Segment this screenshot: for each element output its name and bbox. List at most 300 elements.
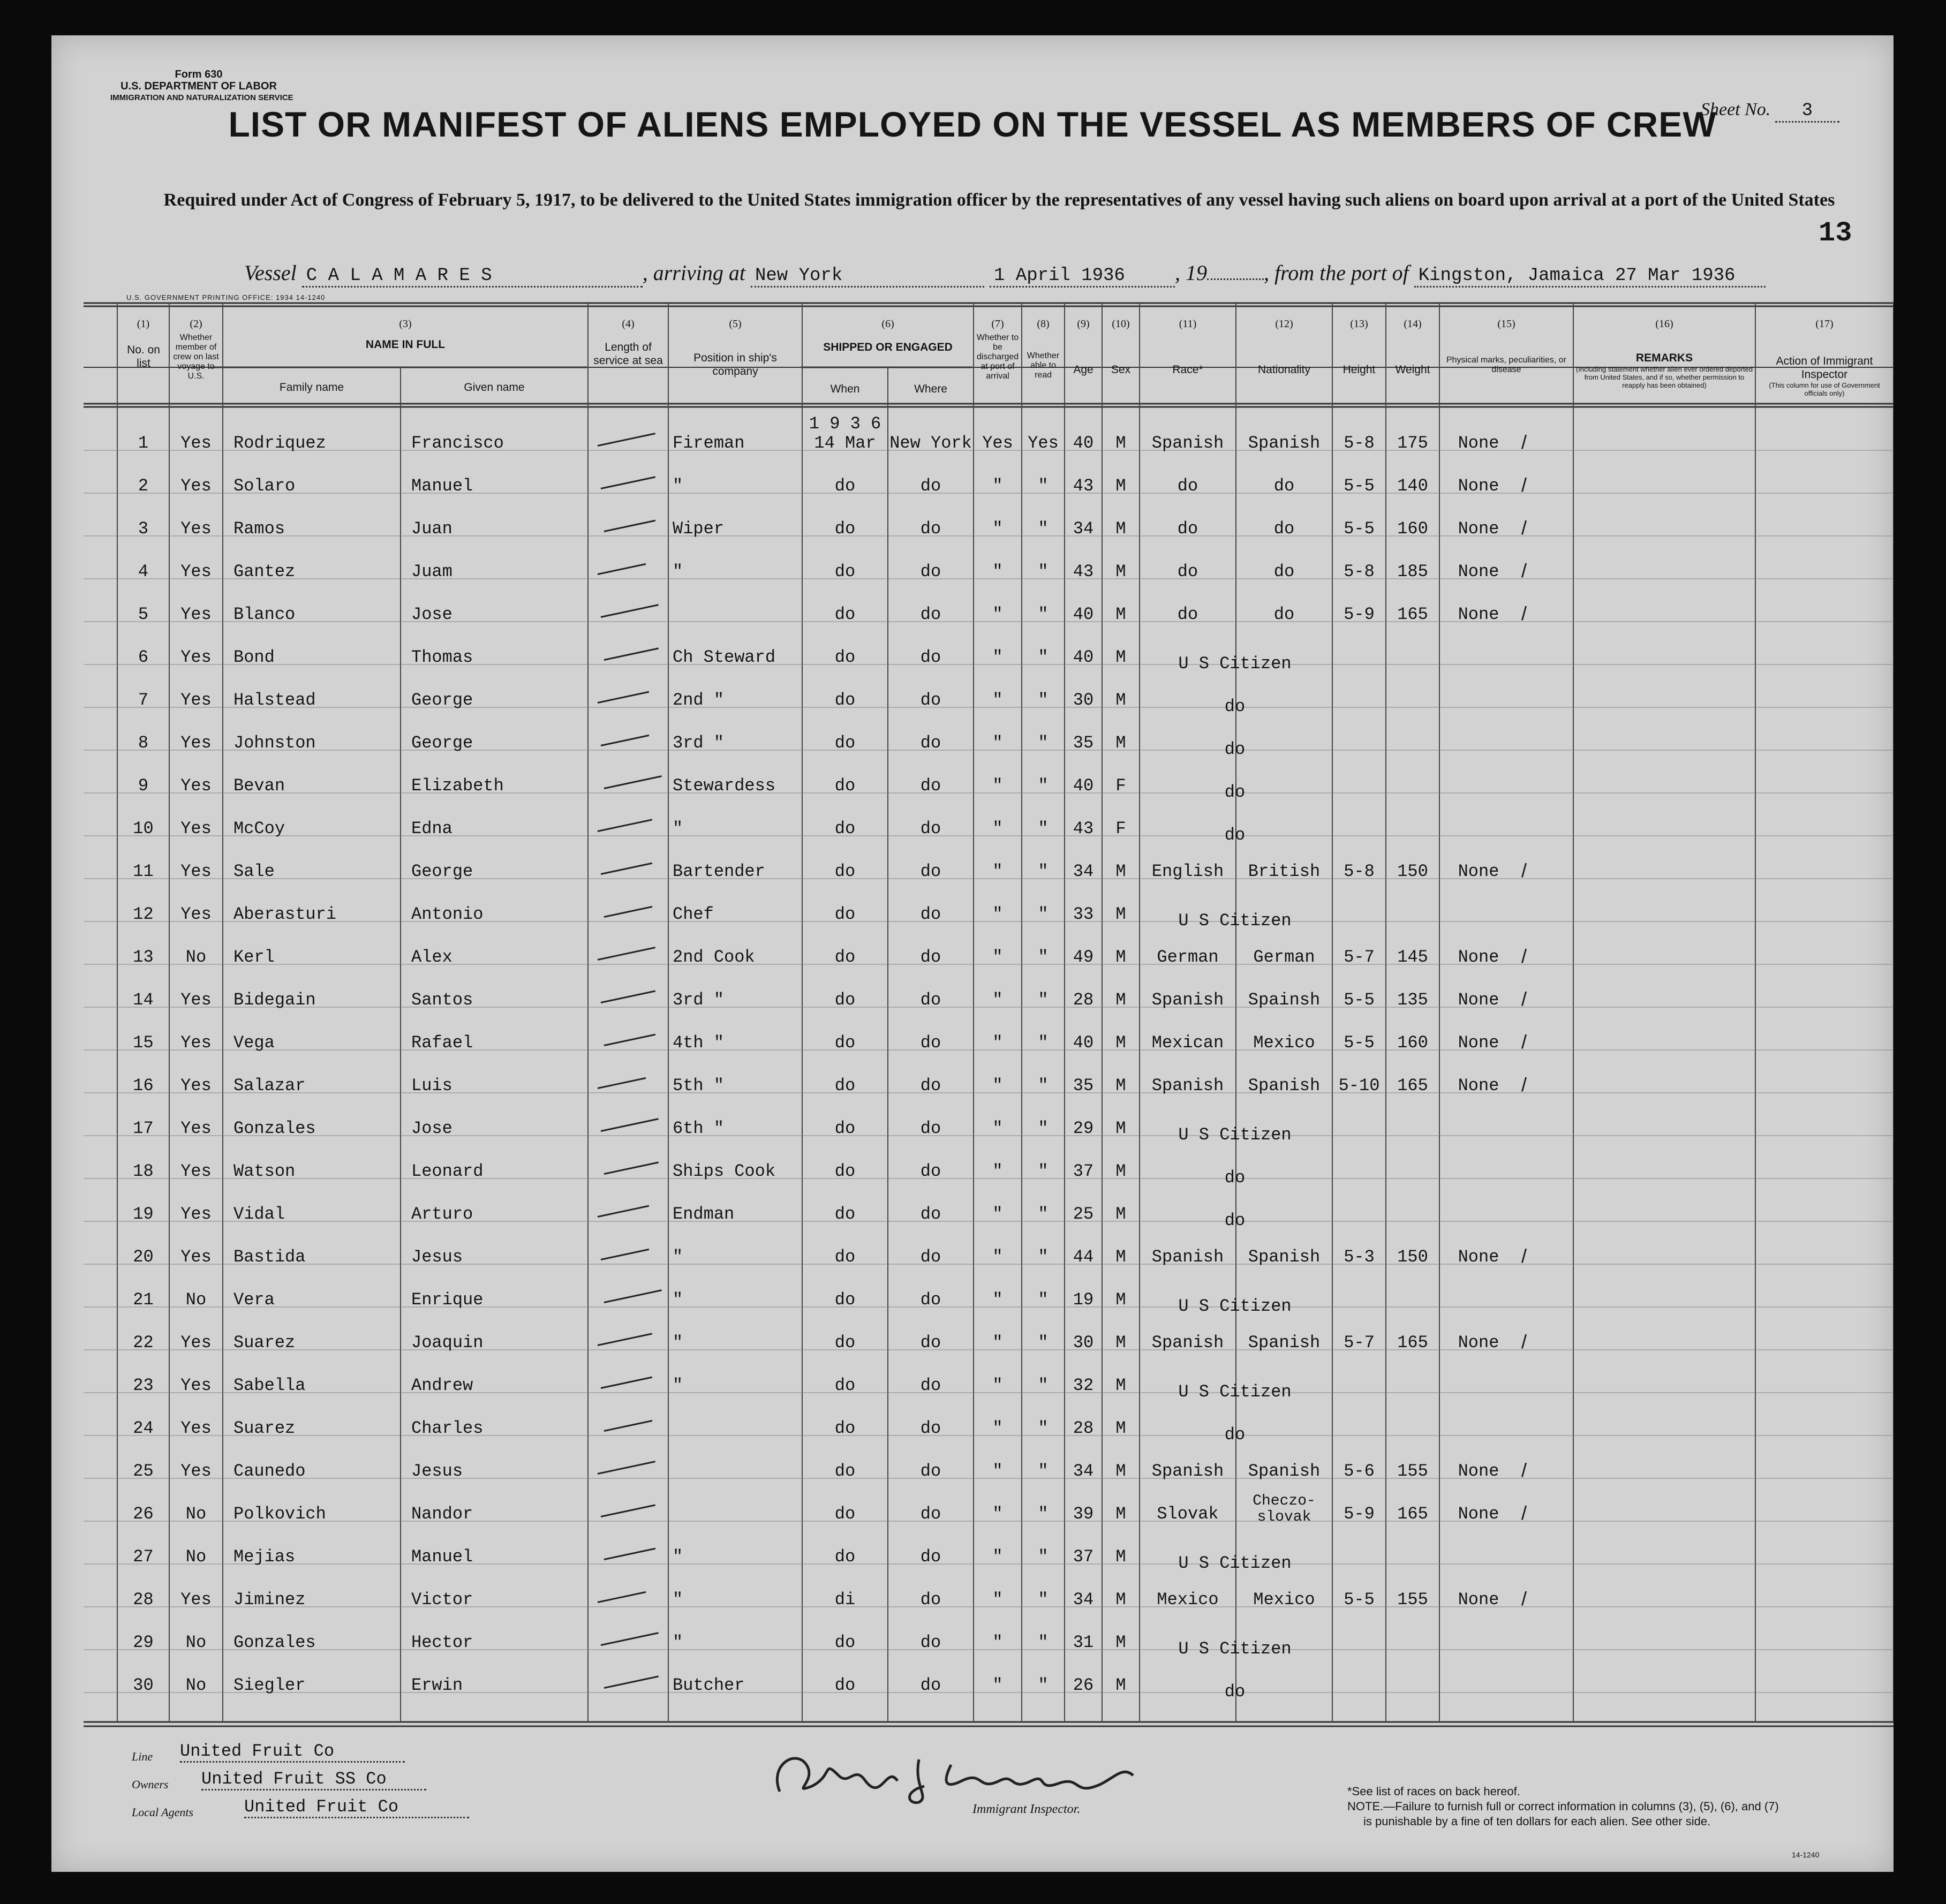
cell-when: do — [834, 1204, 856, 1224]
service-stroke — [598, 563, 646, 575]
note-fine: is punishable by a fine of ten dollars for each alien. See other side. — [1363, 1815, 1711, 1828]
cell-where: do — [920, 476, 941, 496]
table-row — [51, 1200, 1894, 1243]
cell-position: 2nd " — [673, 690, 725, 710]
cell-nat: do — [1273, 605, 1295, 624]
header-remarks: REMARKS — [1635, 352, 1693, 364]
cell-position: " — [673, 1247, 683, 1267]
col-number-4: (4) — [622, 318, 635, 330]
cell-given: Nandor — [411, 1504, 473, 1524]
cell-age: 40 — [1073, 647, 1094, 667]
cell-last: Yes — [180, 904, 212, 924]
cell-marks: None — [1458, 519, 1499, 539]
cell-weight: 160 — [1397, 1033, 1428, 1053]
cell-family: Sale — [233, 862, 275, 881]
cell-when: do — [834, 819, 856, 838]
col-number-8: (8) — [1037, 318, 1050, 330]
cell-given: Rafael — [411, 1033, 473, 1053]
cell-weight: 155 — [1397, 1461, 1428, 1481]
cell-given: Arturo — [411, 1204, 473, 1224]
cell-marks: None — [1458, 605, 1499, 624]
col-number-15: (15) — [1497, 318, 1515, 330]
cell-last: Yes — [180, 1590, 212, 1610]
col-number-12: (12) — [1275, 318, 1293, 330]
service-stroke — [604, 647, 659, 661]
cell-no: 7 — [138, 690, 149, 710]
header-remarks-note: (Including statement whether alien ever ordered deported from United States, and if so, whether permission to reapply has been obtained) — [1575, 365, 1753, 389]
cell-given: Joaquin — [411, 1333, 484, 1353]
cell-no: 21 — [133, 1290, 154, 1310]
col-number-7: (7) — [991, 318, 1004, 330]
cell-read: " — [1038, 1418, 1049, 1438]
cell-when: do — [834, 1376, 856, 1395]
cell-weight: 160 — [1397, 519, 1428, 539]
cell-weight: 150 — [1397, 862, 1428, 881]
cell-where: do — [920, 605, 941, 624]
cell-last: Yes — [180, 1204, 212, 1224]
header-last-voyage: Whether member of crew on last voyage to U.S. — [173, 333, 219, 381]
check-mark: / — [1521, 945, 1527, 967]
cell-nat: do — [1273, 519, 1295, 539]
cell-disch: " — [992, 862, 1003, 881]
service-stroke — [598, 1077, 646, 1089]
cell-read: " — [1038, 947, 1049, 967]
cell-where: do — [920, 1461, 941, 1481]
cell-no: 9 — [138, 776, 149, 796]
cell-age: 31 — [1073, 1633, 1094, 1652]
cell-given: Enrique — [411, 1290, 484, 1310]
cell-age: 26 — [1073, 1675, 1094, 1695]
cell-citizenship: U S Citizen — [1178, 1639, 1292, 1659]
cell-disch: " — [992, 904, 1003, 924]
punch-hole — [30, 699, 46, 721]
cell-position: " — [673, 1547, 683, 1567]
cell-position: " — [673, 819, 683, 838]
printer-line: U.S. GOVERNMENT PRINTING OFFICE: 1934 14-1240 — [126, 293, 326, 301]
cell-given: Luis — [411, 1076, 452, 1095]
cell-sex: M — [1115, 1675, 1126, 1695]
header-family-name: Family name — [279, 381, 344, 394]
cell-given: Hector — [411, 1633, 473, 1652]
cell-disch: " — [992, 1376, 1003, 1395]
service-stroke — [601, 990, 655, 1003]
cell-where: do — [920, 819, 941, 838]
cell-where: do — [920, 1161, 941, 1181]
table-row — [51, 643, 1894, 686]
cell-sex: M — [1115, 1290, 1126, 1310]
cell-read: " — [1038, 776, 1049, 796]
cell-when: do — [834, 1290, 856, 1310]
cell-weight: 165 — [1397, 605, 1428, 624]
cell-marks: None — [1458, 562, 1499, 581]
cell-age: 40 — [1073, 433, 1094, 453]
cell-where: do — [920, 1247, 941, 1267]
cell-age: 29 — [1073, 1119, 1094, 1138]
cell-disch: " — [992, 1033, 1003, 1053]
header-given-name: Given name — [464, 381, 525, 394]
cell-where: do — [920, 647, 941, 667]
cell-race: do — [1177, 562, 1198, 581]
table-row — [51, 1543, 1894, 1585]
cell-where: New York — [889, 433, 972, 453]
cell-where: do — [920, 904, 941, 924]
cell-age: 30 — [1073, 1333, 1094, 1353]
cell-when: do — [834, 733, 856, 753]
cell-position: Ch Steward — [673, 647, 776, 667]
check-mark: / — [1521, 1074, 1527, 1095]
cell-given: Jose — [411, 605, 452, 624]
cell-where: do — [920, 862, 941, 881]
cell-age: 49 — [1073, 947, 1094, 967]
line-label: Line — [132, 1750, 153, 1763]
cell-family: Aberasturi — [233, 904, 337, 924]
cell-year: 1 9 3 6 — [809, 414, 881, 434]
table-row — [51, 1029, 1894, 1071]
service-stroke — [601, 1249, 650, 1260]
cell-given: Manuel — [411, 1547, 473, 1567]
cell-when: do — [834, 1418, 856, 1438]
service-stroke — [604, 906, 653, 918]
form-identifier — [110, 69, 293, 104]
cell-race: do — [1177, 605, 1198, 624]
cell-nat: Spanish — [1248, 1461, 1321, 1481]
cell-last: No — [185, 947, 207, 967]
service-stroke — [601, 604, 659, 618]
table-row — [51, 1071, 1894, 1114]
service-stroke — [604, 1289, 662, 1303]
table-row — [51, 414, 1894, 472]
cell-where: do — [920, 1076, 941, 1095]
cell-race: Mexican — [1151, 1033, 1224, 1053]
cell-when: do — [834, 1247, 856, 1267]
agents-value: United Fruit Co — [244, 1797, 469, 1818]
cell-height: 5-5 — [1344, 990, 1375, 1010]
cell-weight: 185 — [1397, 562, 1428, 581]
cell-given: Francisco — [411, 433, 504, 453]
cell-sex: M — [1115, 1376, 1126, 1395]
cell-where: do — [920, 1290, 941, 1310]
cell-age: 37 — [1073, 1161, 1094, 1181]
cell-given: Thomas — [411, 647, 473, 667]
cell-read: " — [1038, 519, 1049, 539]
cell-sex: M — [1115, 1119, 1126, 1138]
cell-no: 26 — [133, 1504, 154, 1524]
page-title: LIST OR MANIFEST OF ALIENS EMPLOYED ON THE VESSEL AS MEMBERS OF CREW — [228, 104, 1717, 144]
table-row — [51, 1286, 1894, 1328]
cell-disch: " — [992, 1461, 1003, 1481]
note-races: *See list of races on back hereof. — [1347, 1785, 1520, 1798]
cell-height: 5-10 — [1338, 1076, 1380, 1095]
cell-where: do — [920, 1033, 941, 1053]
table-row — [51, 1493, 1894, 1543]
cell-age: 40 — [1073, 605, 1094, 624]
cell-no: 14 — [133, 990, 154, 1010]
department: U.S. DEPARTMENT OF LABOR — [120, 80, 277, 92]
cell-family: Salazar — [233, 1076, 306, 1095]
table-row — [51, 1628, 1894, 1671]
corner-number: 13 — [1819, 217, 1852, 249]
header-inspector-action: Action of Immigrant Inspector — [1776, 355, 1873, 381]
cell-last: Yes — [180, 990, 212, 1010]
cell-when: do — [834, 1076, 856, 1095]
cell-sex: M — [1115, 433, 1126, 453]
cell-last: Yes — [180, 1247, 212, 1267]
cell-last: Yes — [180, 776, 212, 796]
col-number-1: (1) — [137, 318, 150, 330]
cell-where: do — [920, 1376, 941, 1395]
cell-when: do — [834, 862, 856, 881]
cell-nat: Spainsh — [1248, 990, 1321, 1010]
cell-height: 5-7 — [1344, 947, 1375, 967]
cell-sex: M — [1115, 605, 1126, 624]
cell-last: No — [185, 1504, 207, 1524]
header-age: Age — [1073, 364, 1093, 376]
cell-where: do — [920, 1590, 941, 1610]
cell-sex: M — [1115, 904, 1126, 924]
cell-read: " — [1038, 1590, 1049, 1610]
col-number-17: (17) — [1815, 318, 1834, 330]
table-row — [51, 986, 1894, 1029]
cell-sex: M — [1115, 1461, 1126, 1481]
cell-read: " — [1038, 733, 1049, 753]
cell-when: do — [834, 605, 856, 624]
cell-disch: " — [992, 1290, 1003, 1310]
cell-nat: Checzo- slovak — [1253, 1493, 1316, 1525]
cell-position: 6th " — [673, 1119, 725, 1138]
cell-marks: None — [1458, 947, 1499, 967]
table-row — [51, 600, 1894, 643]
cell-nat: Spanish — [1248, 433, 1321, 453]
cell-read: " — [1038, 1333, 1049, 1353]
header-weight: Weight — [1395, 364, 1430, 376]
cell-nat: do — [1273, 476, 1295, 496]
cell-weight: 165 — [1397, 1076, 1428, 1095]
cell-where: do — [920, 519, 941, 539]
cell-no: 30 — [133, 1675, 154, 1695]
cell-race: Spanish — [1151, 1076, 1224, 1095]
service-stroke — [601, 735, 650, 746]
cell-nat: Spanish — [1248, 1333, 1321, 1353]
cell-height: 5-9 — [1344, 1504, 1375, 1524]
cell-where: do — [920, 1504, 941, 1524]
header-physical-marks: Physical marks, peculiarities, or disease — [1446, 356, 1567, 374]
cell-no: 17 — [133, 1119, 154, 1138]
cell-last: No — [185, 1675, 207, 1695]
cell-disch: " — [992, 1204, 1003, 1224]
cell-read: " — [1038, 647, 1049, 667]
service-stroke — [598, 1461, 655, 1475]
cell-when: do — [834, 1461, 856, 1481]
cell-height: 5-3 — [1344, 1247, 1375, 1267]
table-row — [51, 1457, 1894, 1500]
cell-read: " — [1038, 476, 1049, 496]
cell-disch: " — [992, 1547, 1003, 1567]
cell-family: Jiminez — [233, 1590, 306, 1610]
cell-disch: " — [992, 519, 1003, 539]
table-row — [51, 814, 1894, 857]
cell-family: Halstead — [233, 690, 316, 710]
cell-sex: F — [1115, 776, 1126, 796]
cell-last: Yes — [180, 433, 212, 453]
cell-position: Ships Cook — [673, 1161, 776, 1181]
cell-disch: " — [992, 562, 1003, 581]
from-port: Kingston, Jamaica 27 Mar 1936 — [1414, 266, 1766, 288]
cell-given: Edna — [411, 819, 452, 838]
cell-marks: None — [1458, 990, 1499, 1010]
table-row — [51, 472, 1894, 515]
header-sex: Sex — [1111, 364, 1131, 376]
cell-no: 8 — [138, 733, 149, 753]
cell-nat: Mexico — [1253, 1590, 1315, 1610]
cell-read: " — [1038, 819, 1049, 838]
cell-citizenship: U S Citizen — [1178, 1125, 1292, 1145]
cell-sex: M — [1115, 733, 1126, 753]
cell-read: " — [1038, 605, 1049, 624]
col-number-11: (11) — [1179, 318, 1197, 330]
cell-citizenship: do — [1224, 1168, 1246, 1188]
punch-hole — [30, 1588, 46, 1610]
punch-hole — [30, 1304, 46, 1326]
cell-citizenship: do — [1224, 697, 1246, 716]
cell-height: 5-6 — [1344, 1461, 1375, 1481]
cell-last: Yes — [180, 1376, 212, 1395]
sheet-label: Sheet No. — [1701, 100, 1771, 119]
cell-family: Bastida — [233, 1247, 306, 1267]
cell-disch: " — [992, 1333, 1003, 1353]
cell-read: " — [1038, 690, 1049, 710]
arrival-date: 1 April 1936 — [990, 266, 1175, 288]
cell-no: 4 — [138, 562, 149, 581]
cell-given: Jose — [411, 1119, 452, 1138]
cell-family: Blanco — [233, 605, 296, 624]
cell-disch: " — [992, 1590, 1003, 1610]
cell-age: 34 — [1073, 1461, 1094, 1481]
cell-race: Mexico — [1157, 1590, 1219, 1610]
cell-height: 5-7 — [1344, 1333, 1375, 1353]
cell-weight: 175 — [1397, 433, 1428, 453]
cell-position: Fireman — [673, 433, 745, 453]
cell-read: " — [1038, 1204, 1049, 1224]
cell-no: 15 — [133, 1033, 154, 1053]
cell-family: Johnston — [233, 733, 316, 753]
cell-age: 34 — [1073, 519, 1094, 539]
cell-sex: M — [1115, 1333, 1126, 1353]
cell-when: do — [834, 1675, 856, 1695]
cell-weight: 165 — [1397, 1504, 1428, 1524]
table-row — [51, 772, 1894, 814]
table-row — [51, 1585, 1894, 1628]
check-mark: / — [1521, 988, 1527, 1010]
cell-no: 13 — [133, 947, 154, 967]
cell-disch: " — [992, 605, 1003, 624]
cell-weight: 140 — [1397, 476, 1428, 496]
from-label: , from the port of — [1264, 261, 1409, 285]
cell-read: " — [1038, 1633, 1049, 1652]
cell-when: do — [834, 690, 856, 710]
cell-no: 19 — [133, 1204, 154, 1224]
check-mark: / — [1521, 560, 1527, 581]
cell-family: Ramos — [233, 519, 285, 539]
form-number: Form 630 — [175, 69, 223, 80]
check-mark: / — [1521, 859, 1527, 881]
arriving-label: , arriving at — [642, 261, 745, 285]
cell-read: " — [1038, 904, 1049, 924]
cell-given: Alex — [411, 947, 452, 967]
cell-position: Stewardess — [673, 776, 776, 796]
cell-given: George — [411, 862, 473, 881]
cell-disch: " — [992, 647, 1003, 667]
service-stroke — [604, 520, 655, 532]
cell-weight: 165 — [1397, 1333, 1428, 1353]
cell-marks: None — [1458, 1590, 1499, 1610]
table-row — [51, 515, 1894, 557]
cell-last: Yes — [180, 733, 212, 753]
cell-when: do — [834, 647, 856, 667]
check-mark: / — [1521, 1245, 1527, 1267]
cell-age: 43 — [1073, 819, 1094, 838]
cell-last: Yes — [180, 1461, 212, 1481]
cell-age: 28 — [1073, 1418, 1094, 1438]
cell-no: 20 — [133, 1247, 154, 1267]
table-row — [51, 1414, 1894, 1457]
sheet-value: 3 — [1775, 101, 1839, 123]
cell-age: 44 — [1073, 1247, 1094, 1267]
cell-disch: " — [992, 1119, 1003, 1138]
cell-no: 16 — [133, 1076, 154, 1095]
cell-race: Spanish — [1151, 990, 1224, 1010]
cell-when: do — [834, 776, 856, 796]
page-subtitle: Required under Act of Congress of February 5, 1917, to be delivered to the United States immigration officer by the representatives of any vessel having such aliens on board upon arrival at a port of the United States — [163, 190, 1835, 210]
cell-citizenship: do — [1224, 825, 1246, 845]
cell-disch: " — [992, 1418, 1003, 1438]
cell-disch: Yes — [982, 433, 1013, 453]
cell-where: do — [920, 733, 941, 753]
table-row — [51, 686, 1894, 729]
cell-position: " — [673, 1633, 683, 1652]
cell-last: Yes — [180, 1076, 212, 1095]
table-row — [51, 1157, 1894, 1200]
cell-family: Gonzales — [233, 1119, 316, 1138]
cell-family: Bevan — [233, 776, 285, 796]
cell-disch: " — [992, 1633, 1003, 1652]
cell-read: " — [1038, 862, 1049, 881]
service-stroke — [604, 775, 662, 789]
header-position: Position in ship's company — [693, 352, 777, 377]
vessel-line — [244, 260, 1824, 288]
cell-nat: do — [1273, 562, 1295, 581]
cell-marks: None — [1458, 1247, 1499, 1267]
cell-read: " — [1038, 1076, 1049, 1095]
cell-sex: M — [1115, 1547, 1126, 1567]
cell-read: " — [1038, 1290, 1049, 1310]
cell-family: Suarez — [233, 1333, 296, 1353]
cell-position: Bartender — [673, 862, 765, 881]
cell-age: 43 — [1073, 562, 1094, 581]
cell-no: 11 — [133, 862, 154, 881]
cell-weight: 155 — [1397, 1590, 1428, 1610]
cell-citizenship: U S Citizen — [1178, 1296, 1292, 1316]
cell-given: George — [411, 690, 473, 710]
cell-last: No — [185, 1290, 207, 1310]
cell-age: 35 — [1073, 733, 1094, 753]
cell-citizenship: do — [1224, 1682, 1246, 1702]
cell-age: 40 — [1073, 776, 1094, 796]
punch-hole — [30, 614, 46, 635]
cell-sex: M — [1115, 519, 1126, 539]
cell-last: Yes — [180, 1161, 212, 1181]
cell-where: do — [920, 1633, 941, 1652]
cell-sex: M — [1115, 1504, 1126, 1524]
